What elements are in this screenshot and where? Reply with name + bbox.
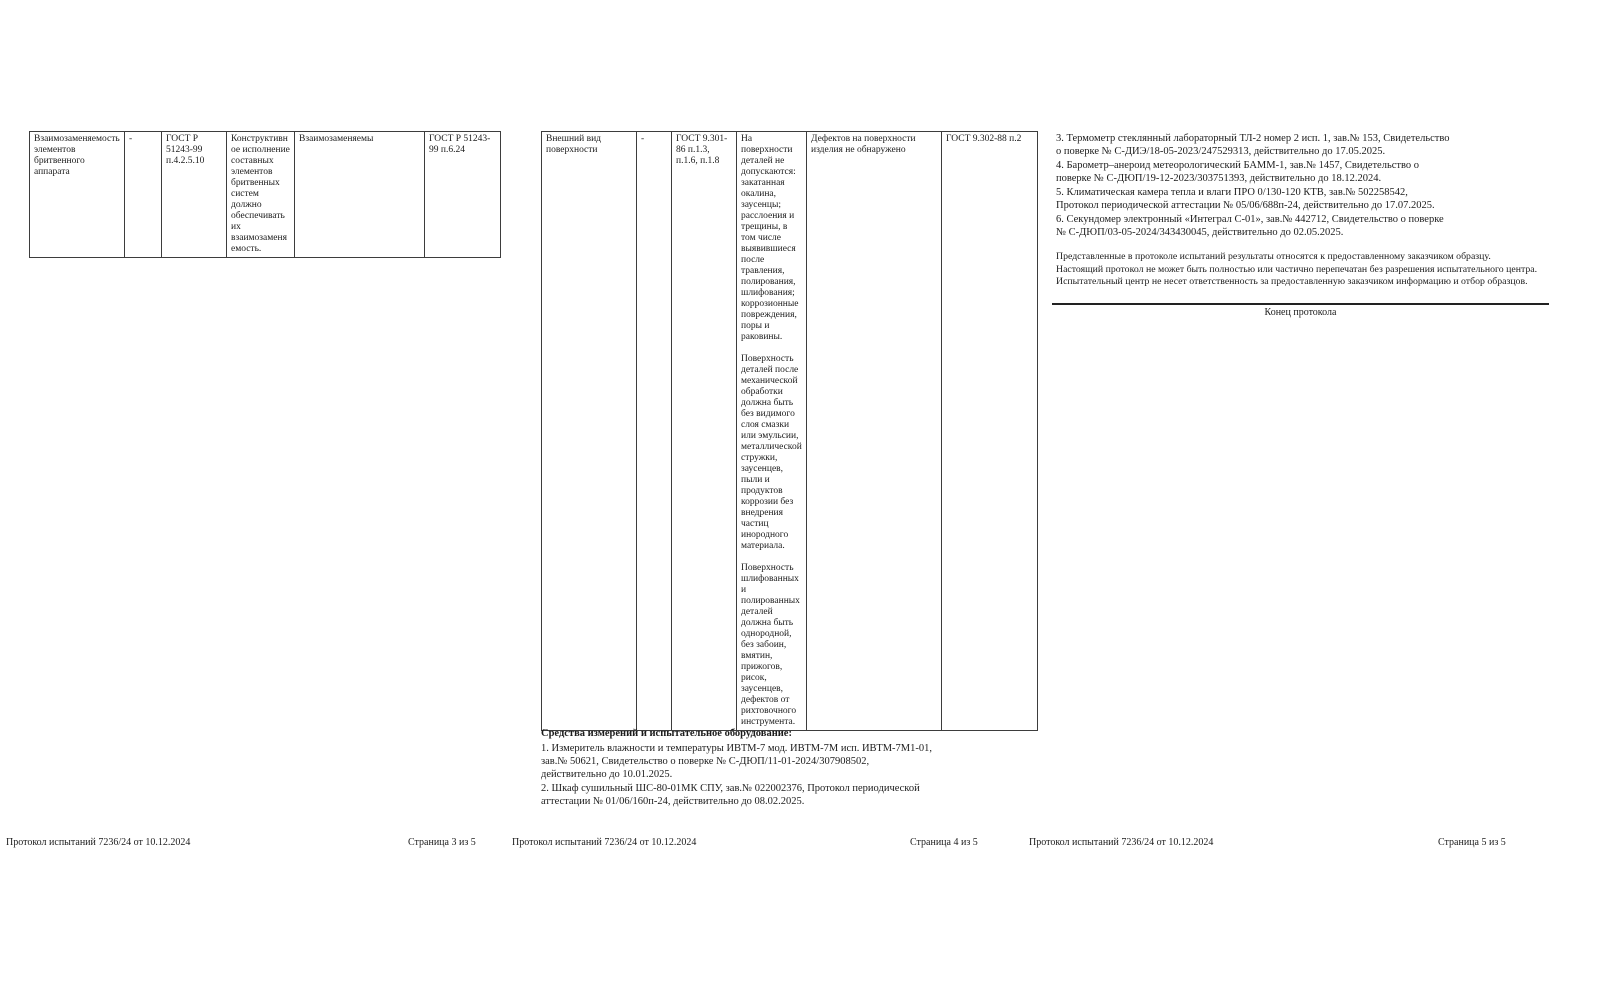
table-row	[542, 132, 1038, 731]
disclaimer-line: Испытательный центр не несет ответственность за предоставленную заказчиком информацию и отбор образцов.	[1056, 276, 1528, 288]
equipment-section	[541, 727, 933, 809]
requirement-paragraph: Поверхность шлифованных и полированных деталей должна быть однородной, без забоин, вмятин, прижогов, рисок, заусенцев, дефектов от рихтовочного инструмента.	[741, 563, 800, 727]
requirement-text-cell	[737, 132, 807, 731]
nd-reference-cell: ГОСТ Р 51243-99 п.4.2.5.10	[162, 132, 227, 258]
parameter-name-cell: Взаимозаменяемость элементов бритвенного аппарата	[30, 132, 125, 258]
equipment-item: 1. Измеритель влажности и температуры ИВТМ-7 мод. ИВТМ-7М исп. ИВТМ-7М1-01, зав.№ 50621, Свидетельство о поверке № С-ДЮП/11-01-2024/307908502, действительно до 10.01.2025.	[541, 743, 932, 780]
result-cell: Дефектов на поверхности изделия не обнаружено	[807, 132, 942, 731]
equipment-item: 2. Шкаф сушильный ШС-80-01МК СПУ, зав.№ 022002376, Протокол периодической аттестации № 01/06/160п-24, действительно до 08.02.2025.	[541, 783, 920, 807]
unit-cell: -	[125, 132, 162, 258]
footer-protocol-number: Протокол испытаний 7236/24 от 10.12.2024	[1029, 837, 1214, 848]
disclaimer-block	[1056, 251, 1576, 289]
test-results-table-page4	[541, 131, 1038, 731]
unit-cell: -	[637, 132, 672, 731]
end-of-protocol-label: Конец протокола	[1264, 307, 1337, 318]
equipment-list-continued	[1056, 132, 1452, 240]
test-method-cell: ГОСТ 9.302-88 п.2	[942, 132, 1038, 731]
footer-page-number: Страница 3 из 5	[408, 837, 476, 848]
equipment-item: 3. Термометр стеклянный лабораторный ТЛ-2 номер 2 исп. 1, зав.№ 153, Свидетельство о поверке № С-ДИЭ/18-05-2023/247529313, действительно до 17.05.2025.	[1056, 133, 1450, 157]
requirement-paragraph: На поверхности деталей не допускаются: закатанная окалина, заусенцы; расслоения и трещины, в том числе выявившиеся после травления, полирования, шлифования; коррозионные повреждения, поры и раковины.	[741, 134, 799, 342]
footer-protocol-number: Протокол испытаний 7236/24 от 10.12.2024	[6, 837, 191, 848]
equipment-section-title: Средства измерений и испытательное оборудование:	[541, 728, 792, 739]
parameter-name-cell: Внешний вид поверхности	[542, 132, 637, 731]
requirement-paragraph: Поверхность деталей после механической обработки должна быть без видимого слоя смазки или эмульсии, металлической стружки, заусенцев, пыли и продуктов коррозии без внедрения частиц инородного материала.	[741, 354, 802, 551]
equipment-item: 4. Барометр–анероид метеорологический БАММ-1, зав.№ 1457, Свидетельство о поверке № С-ДЮП/19-12-2023/303751393, действительно до 18.12.2024.	[1056, 160, 1419, 184]
end-of-protocol-divider	[1052, 303, 1549, 305]
requirement-text-cell: Конструктивное исполнение составных элементов бритвенных систем должно обеспечивать их взаимозаменяемость.	[227, 132, 295, 258]
result-cell: Взаимозаменяемы	[295, 132, 425, 258]
disclaimer-line: Настоящий протокол не может быть полностью или частично перепечатан без разрешения испытательного центра.	[1056, 263, 1538, 275]
footer-page-number: Страница 4 из 5	[910, 837, 978, 848]
equipment-item: 5. Климатическая камера тепла и влаги ПРО 0/130-120 КТВ, зав.№ 502258542, Протокол периодической аттестации № 05/06/688п-24, действительно до 17.07.2025.	[1056, 187, 1435, 211]
footer-page-number: Страница 5 из 5	[1438, 837, 1506, 848]
test-method-cell: ГОСТ Р 51243-99 п.6.24	[425, 132, 501, 258]
test-results-table-page3	[29, 131, 501, 258]
disclaimer-line: Представленные в протоколе испытаний результаты относятся к предоставленному заказчиком образцу.	[1056, 251, 1491, 262]
table-row	[30, 132, 501, 258]
equipment-item: 6. Секундомер электронный «Интеграл С-01», зав.№ 442712, Свидетельство о поверке № С-ДЮП/03-05-2024/343430045, действительно до 02.05.2025.	[1056, 214, 1444, 238]
nd-reference-cell: ГОСТ 9.301-86 п.1.3, п.1.6, п.1.8	[672, 132, 737, 731]
footer-protocol-number: Протокол испытаний 7236/24 от 10.12.2024	[512, 837, 697, 848]
